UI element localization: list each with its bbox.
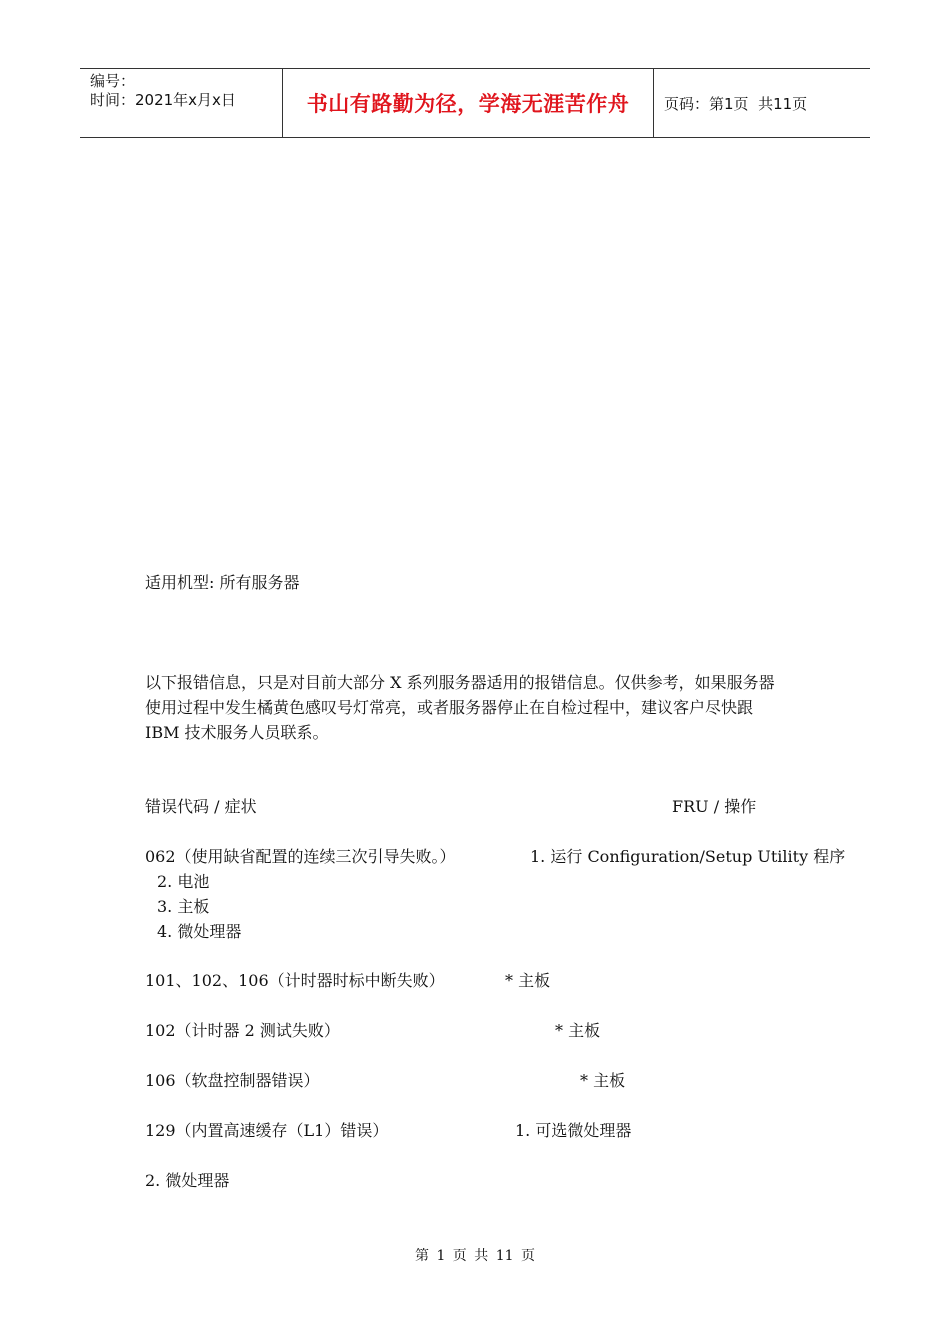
error-sub-item: 2. 电池 <box>157 872 210 891</box>
intro-line: 以下报错信息，只是对目前大部分 X 系列服务器适用的报错信息。仅供参考，如果服务器 <box>145 673 775 692</box>
intro-line: IBM 技术服务人员联系。 <box>145 723 329 742</box>
error-sub-item: 3. 主板 <box>157 897 210 916</box>
header-error-code: 错误代码 / 症状 <box>145 797 257 816</box>
error-action: * 主板 <box>555 1021 601 1040</box>
time-label: 时间：2021年x月x日 <box>90 91 236 109</box>
error-action: * 主板 <box>580 1071 626 1090</box>
error-sub-item: 2. 微处理器 <box>145 1171 230 1190</box>
error-action: 1. 可选微处理器 <box>515 1121 632 1140</box>
error-code: 062（使用缺省配置的连续三次引导失败。） <box>145 847 456 866</box>
error-action: 1. 运行 Configuration/Setup Utility 程序 <box>530 847 846 866</box>
intro-line: 使用过程中发生橘黄色感叹号灯常亮，或者服务器停止在自检过程中，建议客户尽快跟 <box>145 698 754 717</box>
error-code: 101、102、106（计时器时标中断失败） <box>145 971 445 990</box>
error-code: 106（软盘控制器错误） <box>145 1071 320 1090</box>
error-code: 129（内置高速缓存（L1）错误） <box>145 1121 389 1140</box>
applicable-models: 适用机型: 所有服务器 <box>145 573 300 592</box>
page-info-text: 页码：第1页 共11页 <box>664 94 808 113</box>
error-action: * 主板 <box>505 971 551 990</box>
intro-paragraph <box>145 670 815 745</box>
error-sub-item: 4. 微处理器 <box>157 922 242 941</box>
header-page-info <box>654 69 870 137</box>
header-motto: 书山有路勤为径，学海无涯苦作舟 <box>282 69 654 137</box>
code-label: 编号： <box>90 72 136 90</box>
error-code: 102（计时器 2 测试失败） <box>145 1021 340 1040</box>
page-footer: 第 1 页 共 11 页 <box>415 1248 535 1264</box>
header-meta <box>80 69 282 137</box>
document-header <box>80 68 870 138</box>
header-fru-action: FRU / 操作 <box>672 797 757 816</box>
